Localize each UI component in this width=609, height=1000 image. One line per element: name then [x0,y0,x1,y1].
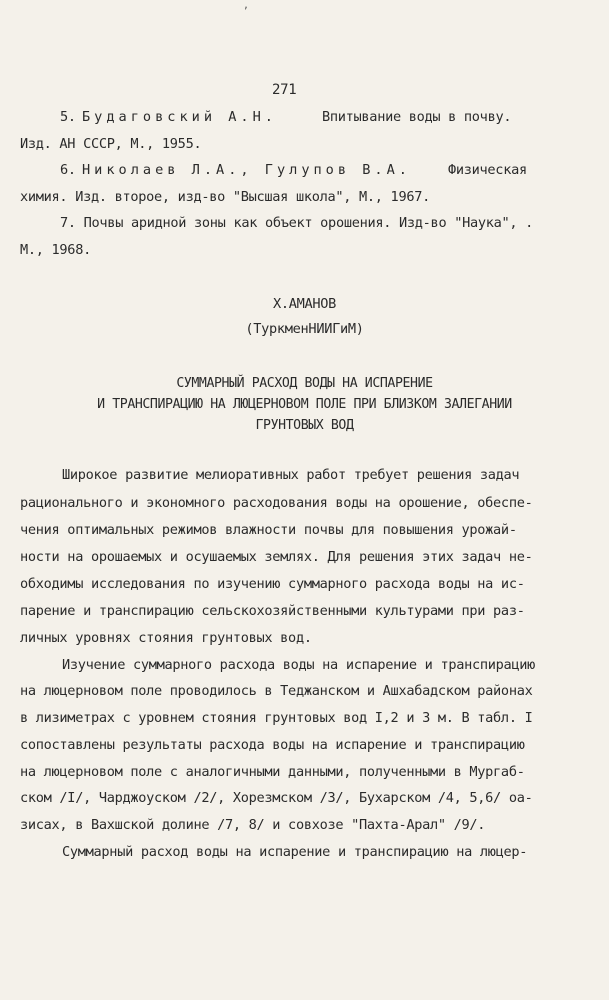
reference-6-num: 6. [60,162,76,178]
scan-mark: , [243,0,250,11]
body-line-5: обходимы исследования по изучению суммарного расхода воды на ис- [20,576,525,592]
body-line-14: зисах, в Вахшской долине /7, 8/ и совхозе "Пахта-Арал" /9/. [20,817,486,833]
article-title-line-1: СУММАРНЫЙ РАСХОД ВОДЫ НА ИСПАРЕНИЕ [176,376,433,391]
body-line-8: Изучение суммарного расхода воды на испарение и транспирацию [62,657,536,673]
reference-5-num: 5. [60,109,76,125]
body-line-1: Широкое развитие мелиоративных работ требует решения задач [62,467,520,483]
page-number: 271 [272,82,297,98]
body-line-11: сопоставлены результаты расхода воды на испарение и транспирацию [20,737,525,753]
reference-6-line2: химия. Изд. второе, изд-во "Высшая школа", М., 1967. [20,189,430,205]
body-line-2: рационального и экономного расходования воды на орошение, обеспе- [20,495,533,511]
body-line-10: в лизиметрах с уровнем стояния грунтовых вод I,2 и 3 м. В табл. I [20,710,533,726]
body-line-13: ском /I/, Чарджоуском /2/, Хорезмском /3/, Бухарском /4, 5,6/ оа- [20,790,533,806]
body-line-15: Суммарный расход воды на испарение и транспирацию на люцер- [62,844,528,860]
body-line-3: чения оптимальных режимов влажности почвы для повышения урожай- [20,522,517,538]
body-line-12: на люцерновом поле с аналогичными данными, полученными в Мургаб- [20,764,525,780]
article-title-line-2: И ТРАНСПИРАЦИЮ НА ЛЮЦЕРНОВОМ ПОЛЕ ПРИ БЛИЗКОМ ЗАЛЕГАНИИ [97,397,512,412]
body-line-7: личных уровнях стояния грунтовых вод. [20,630,312,646]
reference-5-title: Впитывание воды в почву. [322,109,512,125]
article-author: Х.АМАНОВ [272,296,337,312]
reference-7-line2: М., 1968. [20,242,91,258]
body-line-6: парение и транспирацию сельскохозяйственными культурами при раз- [20,603,525,619]
reference-5-author: Будаговский А.Н. [82,109,277,125]
reference-6-title: Физическая [448,162,527,178]
reference-6-author: Николаев Л.А., Гулупов В.А. [82,162,411,178]
reference-5-line2: Изд. АН СССР, М., 1955. [20,136,202,152]
article-affiliation: (ТуркменНИИГиМ) [245,321,364,337]
body-line-4: ности на орошаемых и осушаемых землях. Для решения этих задач не- [20,549,533,565]
article-title-line-3: ГРУНТОВЫХ ВОД [255,418,354,433]
reference-7-line1: 7. Почвы аридной зоны как объект орошения. Изд-во "Наука", . [60,215,534,231]
body-line-9: на люцерновом поле проводилось в Теджанском и Ашхабадском районах [20,683,533,699]
